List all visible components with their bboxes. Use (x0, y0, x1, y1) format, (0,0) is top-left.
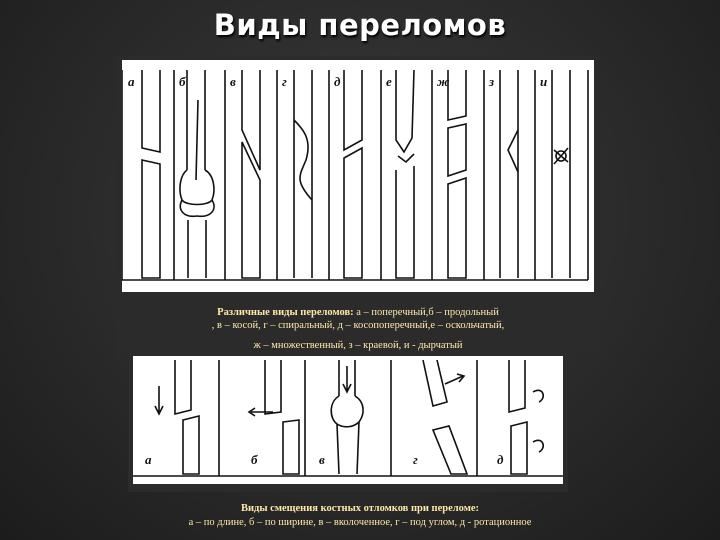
fig2-label-a: а (145, 452, 152, 467)
fig2-label-e: д (497, 452, 504, 467)
fracture-types-illustration (122, 60, 594, 292)
displacement-types-figure (133, 356, 563, 484)
figure1-caption-line2: , в – косой, г – спиральный, д – косопоперечный,е – оскольчатый, (211, 320, 505, 331)
fig1-label-h: з (489, 74, 495, 89)
fracture-types-figure (122, 60, 594, 292)
fig2-label-d: г (413, 452, 418, 467)
fig2-label-b: б (251, 452, 258, 467)
fig1-label-i: и (540, 74, 548, 89)
fig1-label-d: г (282, 74, 287, 89)
figure1-caption-rest: а – поперечный,б – продольный (353, 307, 499, 318)
fig2-label-c: в (319, 452, 325, 467)
fig1-label-c: в (230, 74, 236, 89)
fig1-label-a: а (128, 74, 135, 89)
fig1-label-e: д (334, 74, 341, 89)
fig1-label-g: ж (437, 74, 450, 89)
displacement-types-illustration (133, 356, 563, 484)
slide-title: Виды переломов (213, 8, 507, 42)
fig1-label-b: б (179, 74, 186, 89)
figure1-caption-line3: ж – множественный, з – краевой, и - дырчатый (253, 340, 463, 351)
figure1-caption-line1 (122, 306, 594, 319)
figure2-caption-title: Виды смещения костных отломков при переломе: (240, 503, 479, 514)
figure1-caption-bold: Различные виды переломов: (217, 307, 354, 318)
figure2-caption-body: а – по длине, б – по ширине, в – вколоченное, г – под углом, д - ротационное (188, 517, 532, 528)
fig1-label-f: е (386, 74, 392, 89)
